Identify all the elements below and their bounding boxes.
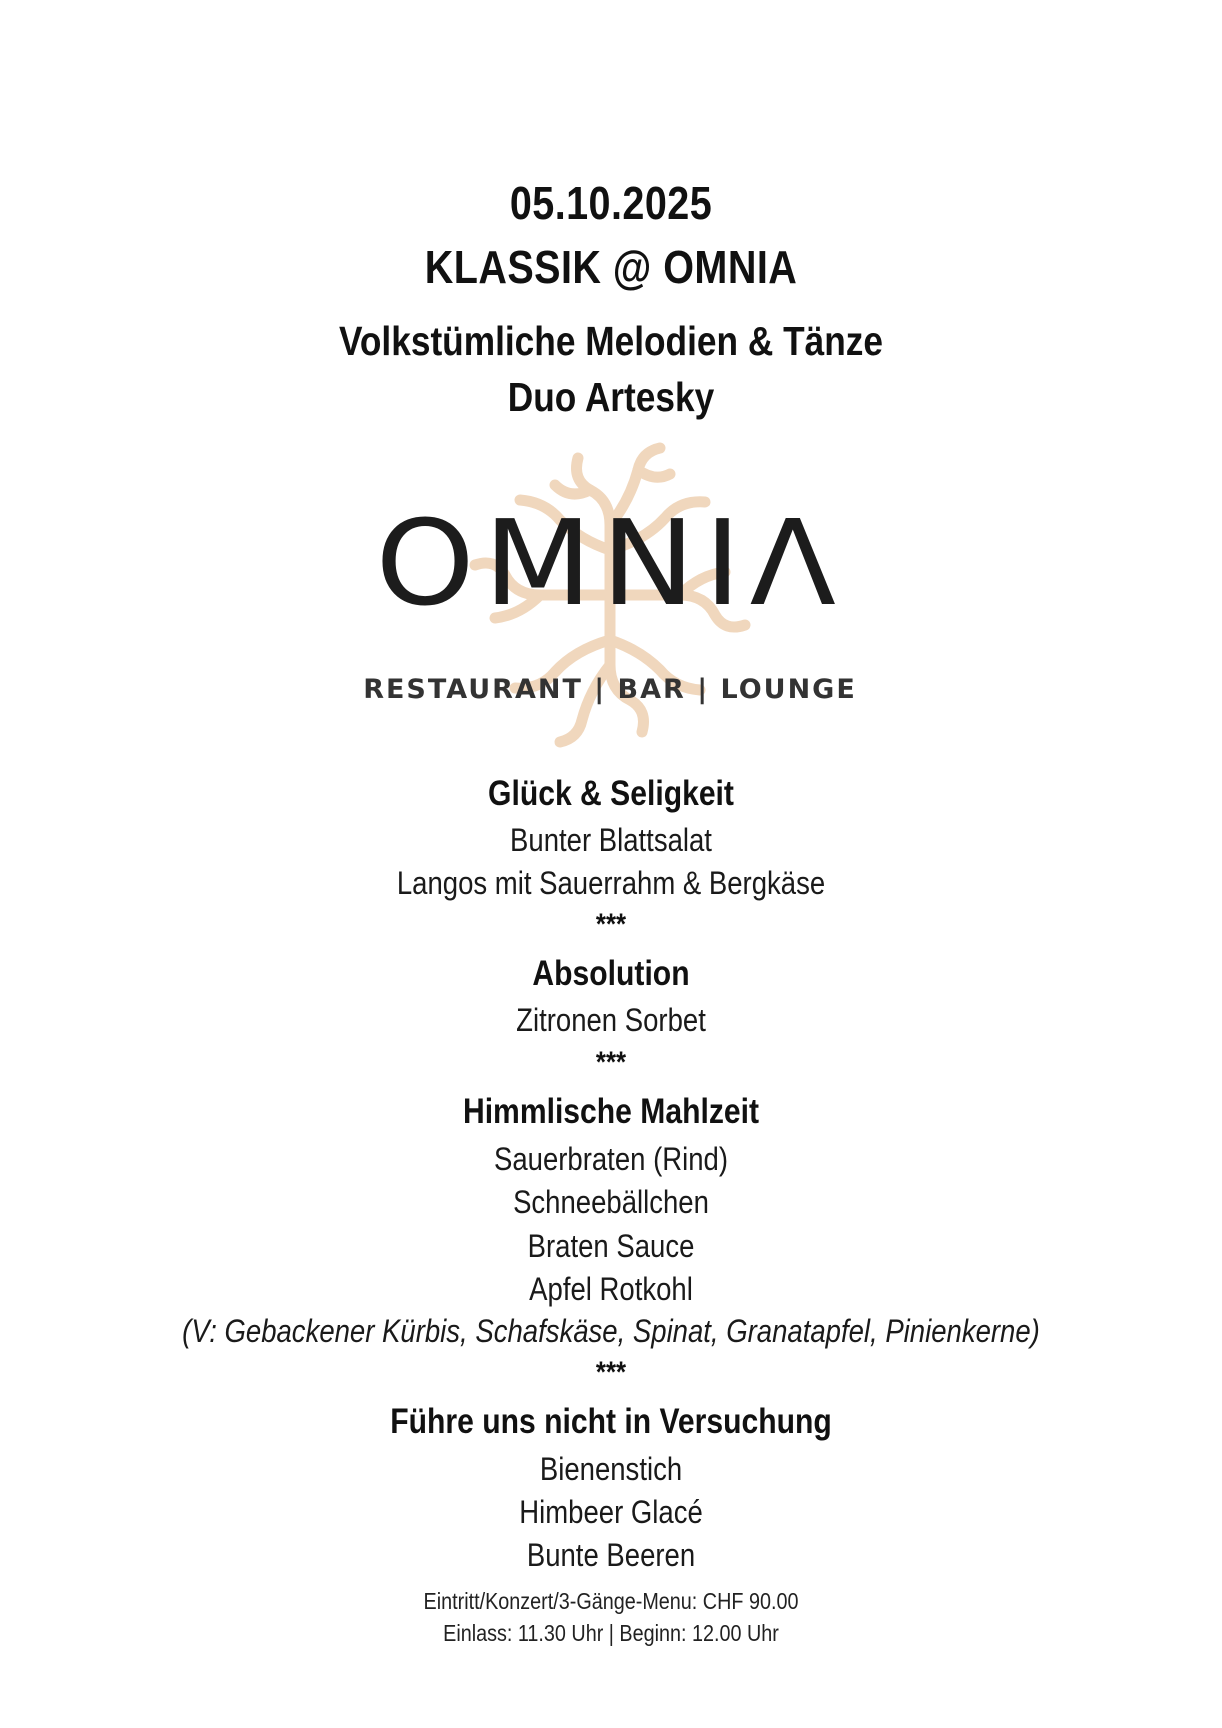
- event-date: 05.10.2025: [509, 177, 713, 229]
- logo-wordmark: OMNIΛ: [375, 494, 845, 632]
- price-info: Eintritt/Konzert/3-Gänge-Menu: CHF 90.00: [423, 1588, 799, 1614]
- course4-item: Bunte Beeren: [526, 1537, 696, 1573]
- course3-item: Sauerbraten (Rind): [493, 1141, 729, 1177]
- course3-item: Schneebällchen: [513, 1184, 709, 1220]
- course2-item: Zitronen Sorbet: [516, 1002, 706, 1038]
- course2-title: Absolution: [532, 954, 690, 993]
- course1-item: Langos mit Sauerrahm & Bergkäse: [396, 865, 826, 901]
- course1-title: Glück & Seligkeit: [488, 774, 734, 813]
- logo-tagline: RESTAURANT | BAR | LOUNGE: [363, 674, 857, 705]
- course4-title: Führe uns nicht in Versuchung: [390, 1402, 832, 1441]
- course-separator: ***: [595, 1046, 627, 1079]
- course1-item: Bunter Blattsalat: [510, 822, 712, 858]
- program-title: Volkstümliche Melodien & Tänze: [338, 318, 884, 364]
- omnia-logo: [330, 430, 890, 760]
- time-info: Einlass: 11.30 Uhr | Beginn: 12.00 Uhr: [443, 1620, 779, 1646]
- event-title: KLASSIK @ OMNIA: [424, 241, 798, 293]
- course3-title: Himmlische Mahlzeit: [462, 1092, 760, 1131]
- course4-item: Bienenstich: [539, 1451, 683, 1487]
- course3-item: Apfel Rotkohl: [529, 1271, 693, 1307]
- performer-name: Duo Artesky: [507, 374, 715, 420]
- course-separator: ***: [595, 908, 627, 941]
- course3-item: Braten Sauce: [527, 1228, 695, 1264]
- course-separator: ***: [595, 1356, 627, 1389]
- vegetarian-option: (V: Gebackener Kürbis, Schafskäse, Spinat, Granatapfel, Pinienkerne): [182, 1313, 1040, 1349]
- course4-item: Himbeer Glacé: [519, 1494, 703, 1530]
